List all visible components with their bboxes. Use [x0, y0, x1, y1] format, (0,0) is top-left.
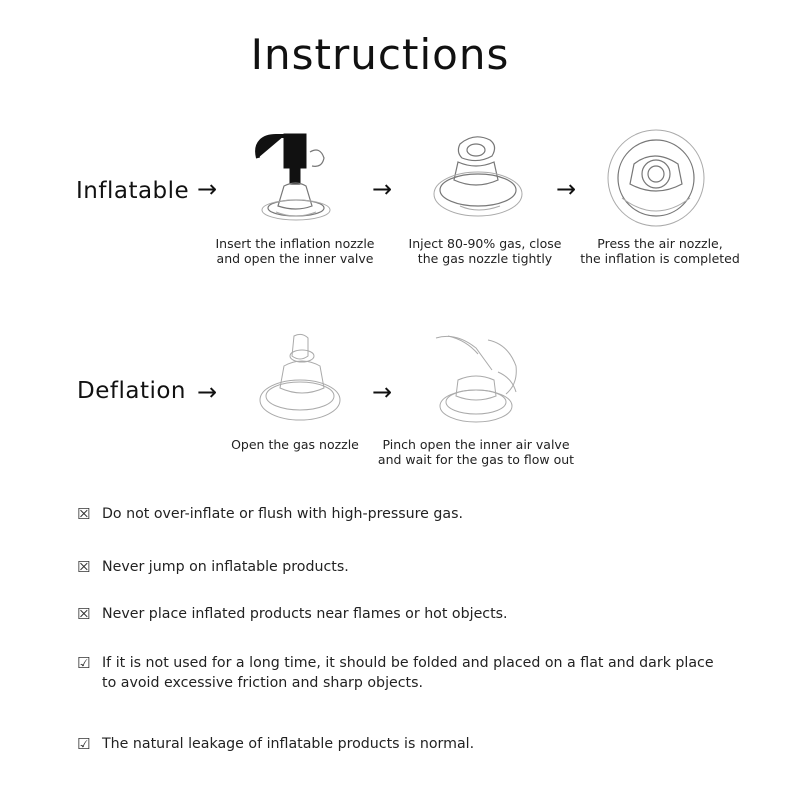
checked-box-icon: ☑	[77, 654, 91, 672]
crossed-box-icon: ☒	[77, 505, 91, 523]
deflation-label: Deflation	[77, 378, 186, 404]
valve-closed-icon	[430, 128, 542, 228]
note-item: ☒ Never place inflated products near flames or hot objects.	[77, 605, 508, 623]
arrow-icon: →	[372, 378, 393, 406]
inflatable-label: Inflatable	[76, 178, 190, 204]
pinch-valve-icon	[428, 332, 540, 432]
note-item: ☒ Never jump on inflatable products.	[77, 558, 349, 576]
note-item: ☑ The natural leakage of inflatable products is normal.	[77, 735, 475, 753]
arrow-icon: →	[372, 175, 393, 203]
caption-inject-gas: Inject 80-90% gas, close the gas nozzle tightly	[408, 236, 562, 266]
arrow-icon: →	[197, 378, 218, 406]
arrow-icon: →	[556, 175, 577, 203]
page-title: Instructions	[250, 30, 510, 79]
arrow-icon: →	[197, 175, 218, 203]
caption-open-nozzle: Open the gas nozzle	[231, 437, 359, 452]
crossed-box-icon: ☒	[77, 558, 91, 576]
crossed-box-icon: ☒	[77, 605, 91, 623]
note-item: ☒ Do not over-inflate or flush with high-pressure gas.	[77, 505, 463, 523]
caption-press-nozzle: Press the air nozzle, the inflation is completed	[580, 236, 740, 266]
note-item: ☑ If it is not used for a long time, it should be folded and placed on a flat and dark place to avoid excessive friction and sharp objects.	[77, 654, 714, 691]
inflation-nozzle-insert-icon	[250, 132, 362, 232]
checked-box-icon: ☑	[77, 735, 91, 753]
caption-insert-nozzle: Insert the inflation nozzle and open the inner valve	[215, 236, 375, 266]
caption-pinch-valve: Pinch open the inner air valve and wait for the gas to flow out	[377, 437, 575, 467]
valve-pressed-icon	[600, 128, 712, 228]
valve-open-icon	[250, 330, 362, 430]
